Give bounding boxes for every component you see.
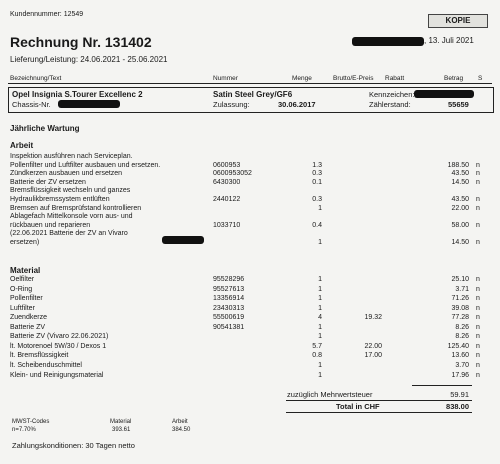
line-description: lt. Motorenoel 5W/30 / Dexos 1 (10, 342, 107, 350)
line-tax-code: n (476, 314, 480, 322)
redacted-chassis (58, 100, 120, 108)
line-amount: 8.26 (455, 333, 469, 341)
line-number: 23430313 (213, 304, 245, 312)
line-amount: 58.00 (451, 221, 469, 229)
line-tax-code: n (476, 323, 480, 331)
line-tax-code: n (476, 221, 480, 229)
line-amount: 43.50 (451, 196, 469, 203)
line-description: Inspektion ausführen nach Serviceplan. (10, 153, 133, 160)
arbeit-sum-value: 384.50 (172, 427, 191, 433)
line-tax-code: n (476, 276, 480, 283)
col-header-tax: S (478, 75, 483, 82)
line-description: Pollenfilter (10, 295, 43, 303)
vehicle-color: Satin Steel Grey/GF6 (213, 90, 293, 99)
line-tax-code: n (476, 352, 480, 360)
subtotal-rule (412, 385, 472, 386)
line-description: Hydraulikbremssystem entlüften (10, 196, 110, 203)
line-quantity: 1 (318, 204, 322, 212)
line-quantity: 1.3 (312, 161, 322, 169)
material-line-item (0, 333, 500, 342)
total-value: 838.00 (446, 402, 469, 411)
total-rule-bottom (286, 412, 472, 413)
line-number: 0600953 (213, 161, 241, 169)
line-number: 0600953052 (213, 170, 252, 178)
delivery-period: Lieferung/Leistung: 24.06.2021 - 25.06.2021 (10, 55, 168, 64)
line-number: 95527613 (213, 285, 245, 293)
line-tax-code: n (476, 170, 480, 178)
line-tax-code: n (476, 361, 480, 369)
line-quantity: 0.8 (312, 352, 322, 360)
line-description: Klein- und Reinigungsmaterial (10, 371, 104, 379)
line-description: Oelfilter (10, 276, 35, 283)
arbeit-title: Arbeit (10, 141, 34, 150)
line-description: Zuendkerze (10, 314, 47, 322)
registration-label: Zulassung: (213, 100, 250, 109)
line-tax-code: n (476, 333, 480, 341)
col-header-number: Nummer (213, 75, 238, 82)
line-number: 55500619 (213, 314, 245, 322)
col-header-discount: Rabatt (385, 75, 405, 82)
kopie-badge: KOPIE (428, 14, 488, 28)
line-description: Batterie ZV (10, 323, 46, 331)
invoice-title: Rechnung Nr. 131402 (10, 34, 152, 50)
line-number: 90541381 (213, 323, 245, 331)
line-quantity: 1 (318, 304, 322, 312)
line-amount: 13.60 (451, 352, 469, 360)
line-amount: 25.10 (451, 276, 469, 283)
line-description: ersetzen) (10, 239, 40, 246)
line-tax-code: n (476, 239, 480, 246)
line-number: 1033710 (213, 221, 241, 229)
material-line-item (0, 305, 500, 314)
material-line-item (0, 286, 500, 295)
col-header-description: Bezeichnung/Text (10, 75, 62, 82)
material-sum-value: 393.61 (112, 427, 131, 433)
material-title: Material (10, 266, 41, 275)
line-amount: 14.50 (451, 239, 469, 246)
material-sum-label: Material (110, 419, 132, 425)
line-number: 13356914 (213, 295, 245, 303)
vehicle-model: Opel Insignia S.Tourer Excellenc 2 (12, 90, 143, 99)
line-quantity: 1 (318, 333, 322, 341)
arbeit-sum-label: Arbeit (172, 419, 188, 425)
line-amount: 17.96 (451, 371, 469, 379)
redacted-arbeit-note (162, 236, 204, 244)
line-quantity: 1 (318, 239, 322, 246)
line-description: Ablagefach Mittelkonsole vorn aus- und (10, 213, 133, 221)
line-amount: 22.00 (451, 204, 469, 212)
line-description: lt. Bremsflüssigkeit (10, 352, 69, 360)
material-line-item (0, 276, 500, 285)
redacted-plate (414, 90, 474, 98)
line-quantity: 0.1 (312, 178, 322, 186)
line-amount: 3.71 (455, 285, 469, 293)
header-rule (8, 83, 492, 84)
material-line-item (0, 343, 500, 352)
line-amount: 3.70 (455, 361, 469, 369)
vat-label: zuzüglich Mehrwertsteuer (287, 390, 373, 399)
line-amount: 43.50 (451, 170, 469, 178)
line-amount: 39.08 (451, 304, 469, 312)
line-price: 22.00 (364, 342, 382, 350)
line-quantity: 0.3 (312, 170, 322, 178)
line-amount: 188.50 (447, 161, 469, 169)
line-number: 95528296 (213, 276, 245, 283)
line-description: lt. Scheibenduschmittel (10, 361, 82, 369)
payment-terms: Zahlungskonditionen: 30 Tagen netto (12, 441, 135, 450)
registration-date: 30.06.2017 (278, 100, 316, 109)
line-tax-code: n (476, 342, 480, 350)
line-description: O-Ring (10, 285, 33, 293)
line-tax-code: n (476, 285, 480, 293)
line-quantity: 1 (318, 361, 322, 369)
line-tax-code: n (476, 371, 480, 379)
line-description: Batterie ZV (Vivaro 22.06.2021) (10, 333, 109, 341)
col-header-quantity: Menge (292, 75, 312, 82)
arbeit-line-item (0, 239, 500, 248)
line-quantity: 1 (318, 276, 322, 283)
line-tax-code: n (476, 304, 480, 312)
chassis-label: Chassis-Nr. (12, 100, 51, 109)
mwst-code: n=7.70% (12, 427, 36, 433)
line-quantity: 5.7 (312, 342, 322, 350)
line-tax-code: n (476, 204, 480, 212)
material-line-item (0, 362, 500, 371)
line-tax-code: n (476, 196, 480, 203)
line-quantity: 4 (318, 314, 322, 322)
line-price: 17.00 (364, 352, 382, 360)
line-quantity: 0.4 (312, 221, 322, 229)
vat-value: 59.91 (450, 390, 469, 399)
line-amount: 77.28 (451, 314, 469, 322)
line-description: Zündkerzen ausbauen und ersetzen (10, 170, 123, 178)
total-rule-top (286, 400, 472, 401)
meter-label: Zählerstand: (369, 100, 411, 109)
line-tax-code: n (476, 161, 480, 169)
material-line-item (0, 295, 500, 304)
line-tax-code: n (476, 295, 480, 303)
material-line-item (0, 324, 500, 333)
line-description: Luftfilter (10, 304, 35, 312)
line-quantity: 1 (318, 285, 322, 293)
col-header-amount: Betrag (444, 75, 464, 82)
line-tax-code: n (476, 178, 480, 186)
section-title: Jährliche Wartung (10, 124, 80, 133)
line-amount: 71.26 (451, 295, 469, 303)
line-description: Pollenfilter und Luftfilter ausbauen und ersetzen. (10, 161, 161, 169)
line-amount: 125.40 (447, 342, 469, 350)
line-amount: 14.50 (451, 178, 469, 186)
material-line-item (0, 314, 500, 323)
line-description: Bremsflüssigkeit wechseln und ganzes (10, 187, 131, 195)
line-number: 2440122 (213, 196, 241, 203)
line-number: 6430300 (213, 178, 241, 186)
material-line-item (0, 372, 500, 381)
material-line-item (0, 352, 500, 361)
line-price: 19.32 (364, 314, 382, 322)
redacted-location (352, 37, 424, 46)
meter-value: 55659 (448, 100, 469, 109)
line-description: (22.06.2021 Batterie der ZV an Vivaro (10, 230, 128, 238)
line-description: Bremsen auf Bremsprüfstand kontrollieren (10, 204, 142, 212)
plate-label: Kennzeichen: (369, 90, 415, 99)
line-quantity: 0.3 (312, 196, 322, 203)
line-description: Batterie der ZV ersetzen (10, 178, 86, 186)
line-quantity: 1 (318, 371, 322, 379)
total-label: Total in CHF (336, 402, 380, 411)
col-header-price: Brutto/E-Preis (333, 75, 374, 82)
mwst-label: MWST-Codes (12, 419, 50, 425)
customer-number: Kundennummer: 12549 (10, 11, 84, 18)
line-amount: 8.26 (455, 323, 469, 331)
invoice-date: , 13. Juli 2021 (424, 36, 474, 45)
line-description: rückbauen und reparieren (10, 221, 91, 229)
line-quantity: 1 (318, 323, 322, 331)
line-quantity: 1 (318, 295, 322, 303)
